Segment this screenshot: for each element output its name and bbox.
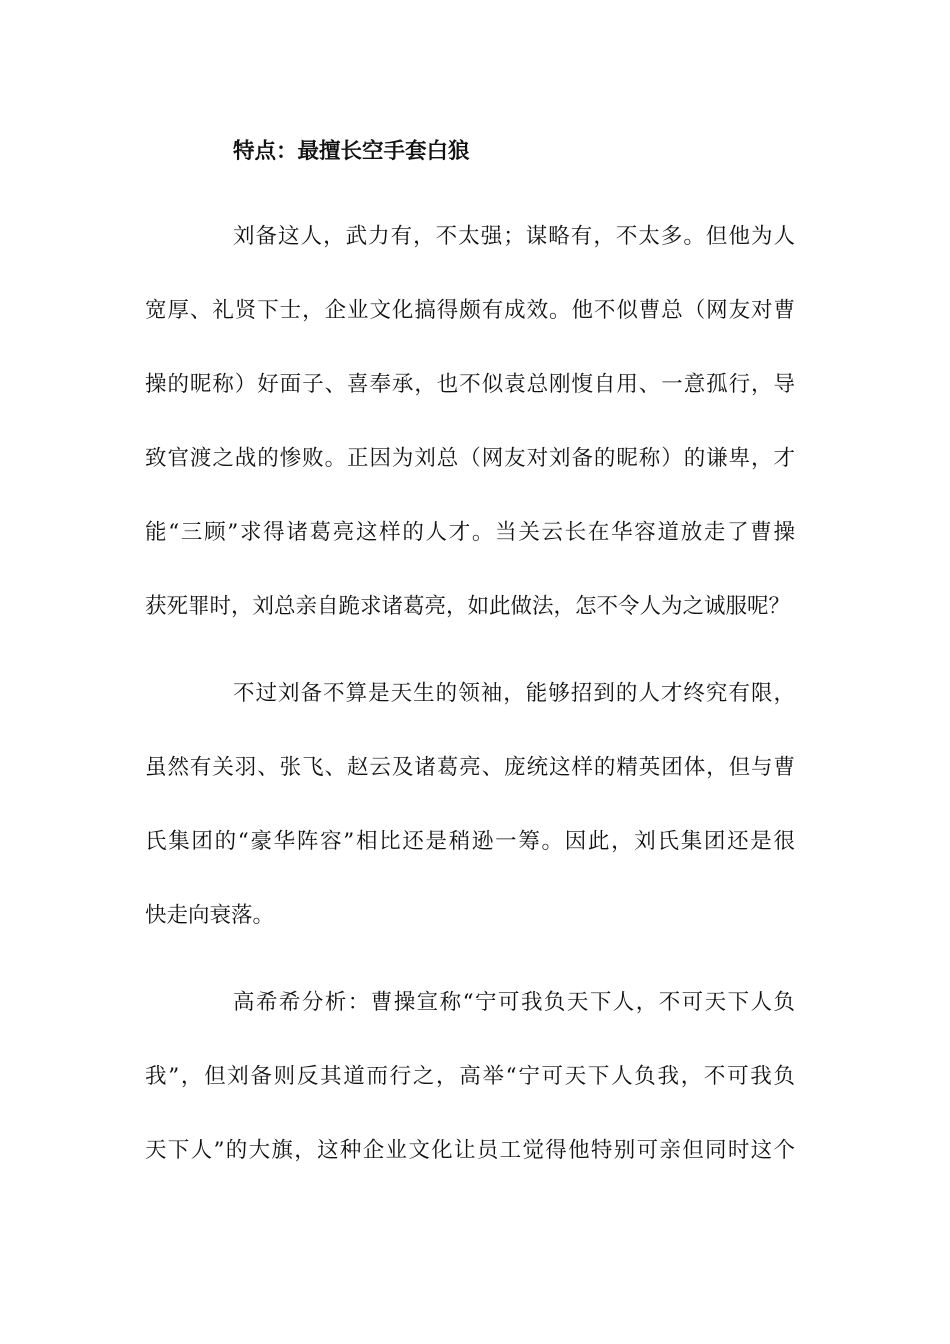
paragraph-1-line-2: 宽厚、礼贤下士，企业文化搞得颇有成效。他不似曹总（网友对曹 [145,298,795,323]
paragraph-1-line-6: 获死罪时，刘总亲自跪求诸葛亮，如此做法，怎不令人为之诚服呢？ [145,594,791,619]
paragraph-2-line-1: 不过刘备不算是天生的领袖，能够招到的人才终究有限， [233,681,795,706]
paragraph-2-line-4: 快走向衰落。 [145,903,275,928]
paragraph-1-line-4: 致官渡之战的惨败。正因为刘总（网友对刘备的昵称）的谦卑，才 [145,446,795,471]
paragraph-1-line-3: 操的昵称）好面子、喜奉承，也不似袁总刚愎自用、一意孤行，导 [145,372,795,397]
paragraph-3-line-1: 高希希分析：曹操宣称“宁可我负天下人，不可天下人负 [233,990,795,1015]
paragraph-2-line-2: 虽然有关羽、张飞、赵云及诸葛亮、庞统这样的精英团体，但与曹 [145,755,795,780]
paragraph-1-line-1: 刘备这人，武力有，不太强；谋略有，不太多。但他为人 [233,224,795,249]
paragraph-3-line-3: 天下人”的大旗，这种企业文化让员工觉得他特别可亲但同时这个 [145,1138,795,1163]
paragraph-3-line-2: 我”，但刘备则反其道而行之，高举“宁可天下人负我，不可我负 [145,1064,795,1089]
paragraph-1-line-5: 能“三顾”求得诸葛亮这样的人才。当关云长在华容道放走了曹操 [145,520,795,545]
section-heading: 特点：最擅长空手套白狼 [233,139,470,164]
paragraph-2-line-3: 氏集团的“豪华阵容”相比还是稍逊一筹。因此，刘氏集团还是很 [145,829,795,854]
